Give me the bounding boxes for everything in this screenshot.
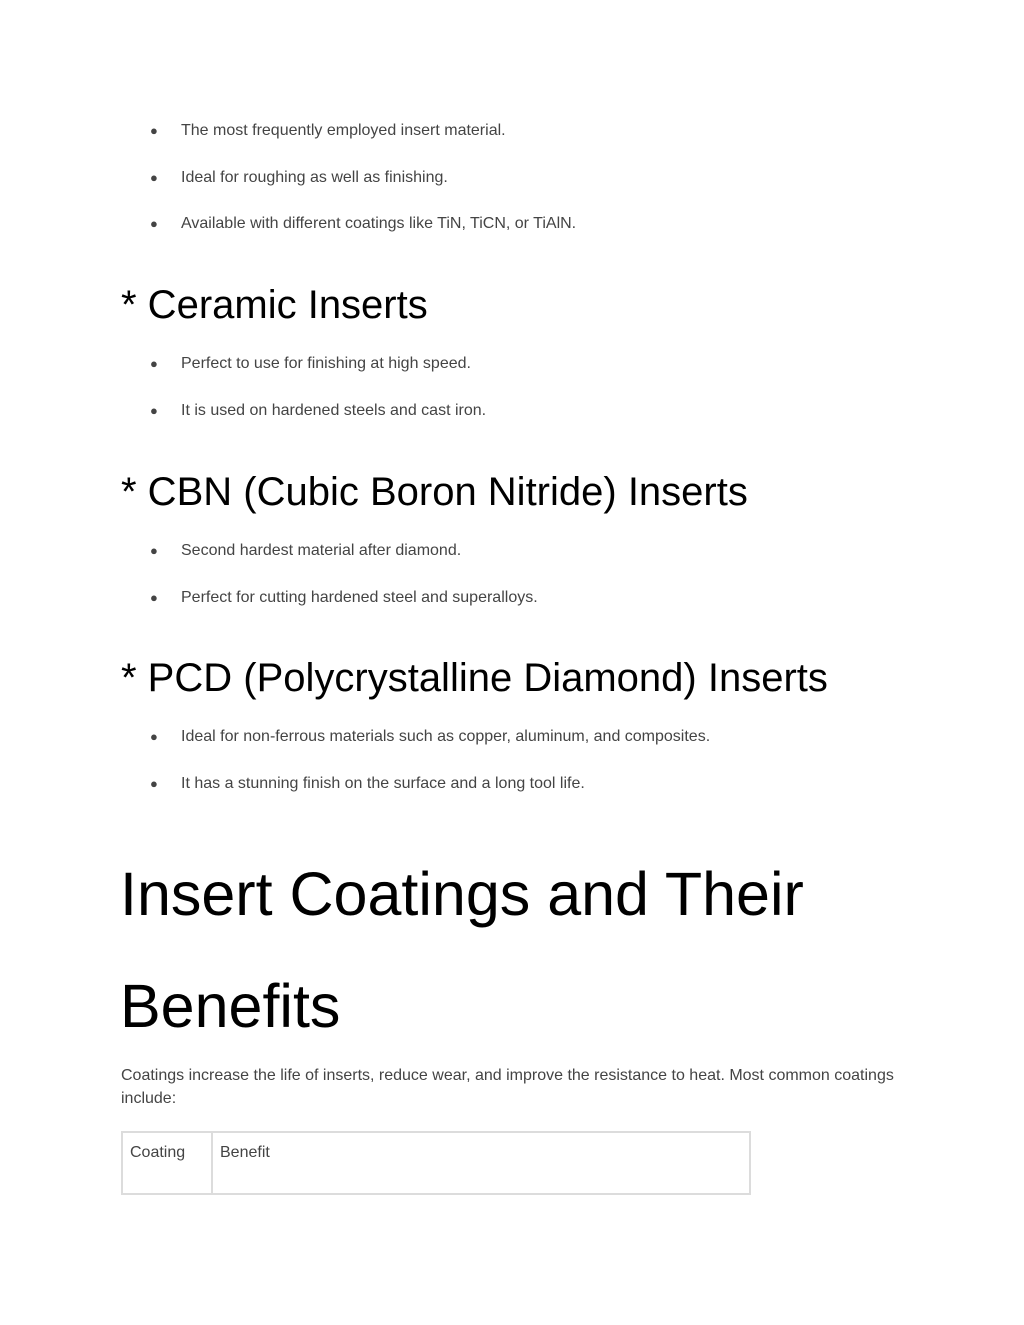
- bullet-icon: ●: [150, 775, 158, 791]
- list-item: [150, 354, 486, 401]
- bullet-icon: ●: [150, 589, 158, 605]
- pcd-inserts-list: [150, 727, 710, 820]
- insert-coatings-heading: Insert Coatings and Their Benefits: [120, 860, 804, 1040]
- ceramic-inserts-list: [150, 354, 486, 447]
- list-item-text: Ideal for non-ferrous materials such as copper, aluminum, and composites.: [181, 728, 711, 745]
- bullet-icon: ●: [150, 169, 158, 185]
- carbide-features-list: [150, 121, 576, 261]
- list-item-text: Second hardest material after diamond.: [181, 542, 462, 559]
- bullet-icon: ●: [150, 729, 158, 744]
- list-item-text: Perfect for cutting hardened steel and superalloys.: [181, 588, 538, 606]
- list-item: [150, 588, 538, 635]
- cbn-inserts-list: [150, 541, 538, 634]
- list-item: [150, 401, 486, 448]
- coatings-table: [121, 1131, 751, 1195]
- list-item: [150, 541, 538, 588]
- bullet-icon: ●: [150, 216, 158, 231]
- list-item: [150, 214, 576, 261]
- list-item-text: Available with different coatings like TiN, TiCN, or TiAlN.: [181, 215, 577, 232]
- list-item-text: It is used on hardened steels and cast iron.: [181, 401, 487, 419]
- list-item: [150, 121, 576, 168]
- list-item-text: The most frequently employed insert material.: [181, 122, 506, 139]
- pcd-inserts-heading: * PCD (Polycrystalline Diamond) Inserts: [121, 656, 828, 700]
- list-item: [150, 774, 710, 821]
- table-header-row: [122, 1132, 750, 1194]
- table-header-benefit: Benefit: [212, 1132, 750, 1194]
- list-item-text: Perfect to use for finishing at high speed.: [181, 355, 471, 372]
- bullet-icon: ●: [150, 123, 158, 138]
- coatings-intro-paragraph: Coatings increase the life of inserts, reduce wear, and improve the resistance to heat. Most common coatings include:: [121, 1067, 894, 1107]
- list-item-text: Ideal for roughing as well as finishing.: [181, 168, 448, 186]
- bullet-icon: ●: [150, 402, 158, 418]
- ceramic-inserts-heading: * Ceramic Inserts: [121, 283, 428, 327]
- table-header-coating: Coating: [122, 1132, 212, 1194]
- list-item-text: It has a stunning finish on the surface and a long tool life.: [181, 774, 585, 792]
- bullet-icon: ●: [150, 543, 158, 558]
- list-item: [150, 727, 710, 774]
- list-item: [150, 168, 576, 215]
- bullet-icon: ●: [150, 356, 158, 371]
- cbn-inserts-heading: * CBN (Cubic Boron Nitride) Inserts: [121, 470, 748, 514]
